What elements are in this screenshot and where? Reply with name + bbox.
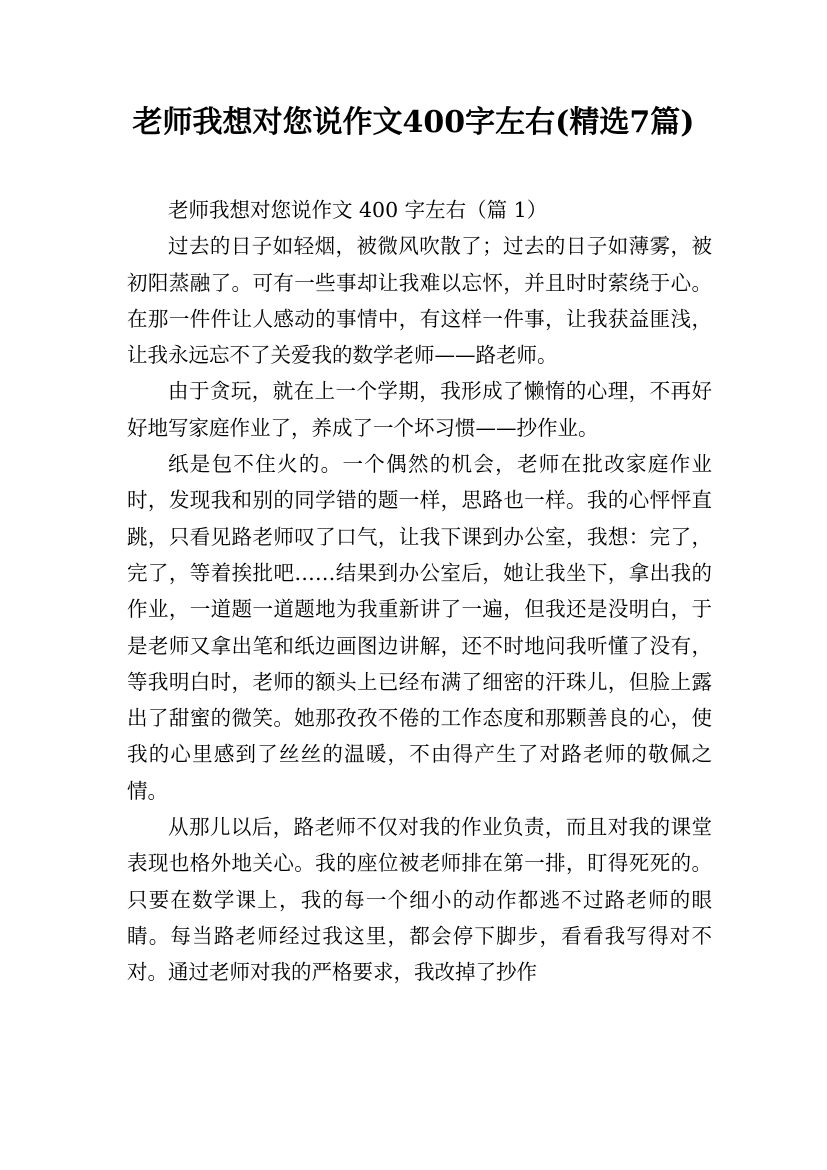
paragraph-1: 过去的日子如轻烟，被微风吹散了；过去的日子如薄雾，被初阳蒸融了。可有一些事却让我难以忘怀，并且时时萦绕于心。在那一件件让人感动的事情中，有这样一件事，让我获益匪浅，让我永远忘不了关爱我的数学老师——路老师。 [127,234,712,368]
paragraph-2: 由于贪玩，就在上一个学期，我形成了懒惰的心理，不再好好地写家庭作业了，养成了一个坏习惯——抄作业。 [127,379,712,440]
section-heading: 老师我想对您说作文 400 字左右（篇 1） [168,198,548,222]
paragraph-3: 纸是包不住火的。一个偶然的机会，老师在批改家庭作业时，发现我和别的同学错的题一样，思路也一样。我的心怦怦直跳，只看见路老师叹了口气，让我下课到办公室，我想：完了，完了，等着挨批吧……结果到办公室后，她让我坐下，拿出我的作业，一道题一道题地为我重新讲了一遍，但我还是没明白，于是老师又拿出笔和纸边画图边讲解，还不时地问我听懂了没有，等我明白时，老师的额头上已经布满了细密的汗珠儿，但脸上露出了甜蜜的微笑。她那孜孜不倦的工作态度和那颗善良的心，使我的心里感到了丝丝的温暖，不由得产生了对路老师的敬佩之情。 [127,452,712,803]
document-body [127,192,712,991]
document-title: 老师我想对您说作文400字左右(精选7篇) [132,105,695,140]
paragraph-4: 从那儿以后，路老师不仅对我的作业负责，而且对我的课堂表现也格外地关心。我的座位被老师排在第一排，盯得死死的。只要在数学课上，我的每一个细小的动作都逃不过路老师的眼睛。每当路老师经过我这里，都会停下脚步，看看我写得对不对。通过老师对我的严格要求，我改掉了抄作 [127,815,712,985]
